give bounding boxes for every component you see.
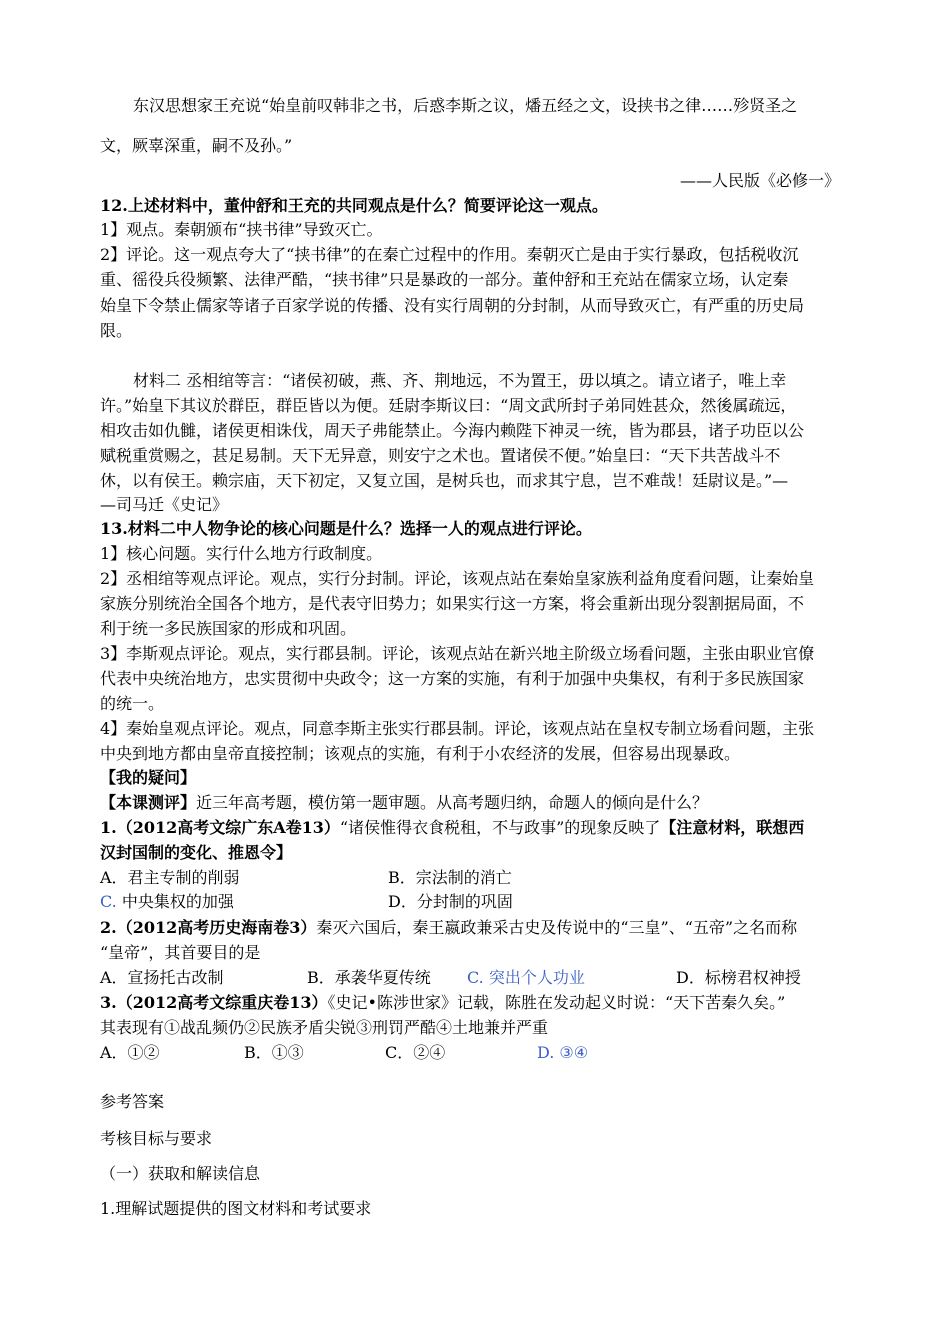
mcq1-option-d: D．分封制的巩固 — [388, 892, 513, 911]
quote-source: ——人民版《必修一》 — [679, 171, 840, 190]
mcq3-stem: 《史记•陈涉世家》记载，陈胜在发动起义时说：“天下苦秦久矣。” — [327, 993, 786, 1012]
q13-answer-4-line-2: 中央到地方都由皇帝直接控制；该观点的实施，有利于小农经济的发展，但容易出现暴政。 — [100, 744, 741, 763]
material-2-line-1: 材料二 丞相绾等言：“诸侯初破，燕、齐、荆地远，不为置王，毋以填之。请立诸子，唯上幸 — [133, 371, 787, 390]
mcq2-number: 2.（2012高考历史海南卷3） — [100, 918, 317, 937]
question-12-title: 12.上述材料中，董仲舒和王充的共同观点是什么？简要评论这一观点。 — [100, 196, 608, 215]
mcq3-stem-line-2: 其表现有①战乱频仍②民族矛盾尖锐③刑罚严酷④土地兼并严重 — [100, 1018, 549, 1037]
quote-line-1: 东汉思想家王充说“始皇前叹韩非之书，后惑李斯之议，燔五经之文，设挟书之律……殄贤圣之 — [133, 96, 798, 115]
mcq1-hint-line-2: 汉封国制的变化、推恩令】 — [100, 843, 293, 862]
question-13-title: 13.材料二中人物争论的核心问题是什么？选择一人的观点进行评论。 — [100, 519, 592, 538]
q13-answer-2-line-1: 2】丞相绾等观点评论。观点，实行分封制。评论，该观点站在秦始皇家族利益角度看问题，让秦始皇 — [100, 569, 815, 588]
mcq1-option-c — [100, 892, 234, 912]
answers-item-1: 1.理解试题提供的图文材料和考试要求 — [100, 1199, 372, 1218]
mcq1-number: 1.（2012高考文综广东A卷13） — [100, 818, 340, 837]
mcq2-option-a: A．宣扬托古改制 — [100, 968, 224, 987]
mcq2-option-d: D．标榜君权神授 — [676, 968, 801, 987]
mcq2-stem-line-2: “皇帝”，其首要目的是 — [100, 943, 261, 962]
material-2-line-4: 赋税重赏赐之，甚足易制。天下无异意，则安宁之术也。置诸侯不便。”始皇曰：“天下共苦战斗不 — [100, 446, 781, 465]
material-2-line-5: 休，以有侯王。赖宗庙，天下初定，又复立国，是树兵也，而求其宁息，岂不难哉！廷尉议是。”— — [100, 471, 789, 490]
q12-answer-2-line-4: 限。 — [100, 321, 133, 340]
material-2-line-3: 相攻击如仇雠，诸侯更相诛伐，周天子弗能禁止。今海内赖陛下神灵一统，皆为郡县，诸子功臣以公 — [100, 421, 805, 440]
mcq3-line-1 — [100, 993, 785, 1013]
material-2-line-2: 许。”始皇下其议於群臣，群臣皆以为便。廷尉李斯议曰：“周文武所封子弟同姓甚众，然後属疏远， — [100, 396, 797, 415]
mcq3-option-a: A．①② — [100, 1043, 160, 1062]
mcq1-hint: 【注意材料，联想西 — [660, 818, 805, 837]
test-heading: 【本课测评】 — [100, 793, 197, 812]
q13-answer-2-line-3: 利于统一多民族国家的形成和巩固。 — [100, 619, 357, 638]
mcq2-line-1 — [100, 918, 797, 938]
material-2-line-6: —司马迁《史记》 — [100, 495, 229, 514]
mcq1-option-c-letter: C. — [100, 892, 117, 911]
test-line — [100, 793, 708, 813]
q13-answer-2-line-2: 家族分别统治全国各个地方，是代表守旧势力；如果实行这一方案，将会重新出现分裂割据局面，不 — [100, 594, 805, 613]
q12-answer-2-line-3: 始皇下令禁止儒家等诸子百家学说的传播、没有实行周朝的分封制，从而导致灭亡，有严重的历史局 — [100, 296, 805, 315]
mcq3-option-d: D. ③④ — [537, 1043, 589, 1062]
mcq3-number: 3.（2012高考文综重庆卷13） — [100, 993, 328, 1012]
test-prompt: 近三年高考题，模仿第一题审题。从高考题归纳，命题人的倾向是什么？ — [196, 793, 709, 812]
q13-answer-1: 1】核心问题。实行什么地方行政制度。 — [100, 544, 383, 563]
quote-line-2: 文，厥辜深重，嗣不及孙。” — [100, 136, 293, 155]
mcq3-option-c: C．②④ — [385, 1043, 446, 1062]
q12-answer-2-line-1: 2】评论。这一观点夸大了“挟书律”的在秦亡过程中的作用。秦朝灭亡是由于实行暴政，包括税收沉 — [100, 245, 799, 264]
mcq1-line-1 — [100, 818, 804, 838]
mcq1-option-b: B．宗法制的消亡 — [388, 868, 512, 887]
answers-section-1: （一）获取和解读信息 — [100, 1164, 261, 1183]
mcq2-option-c: C. 突出个人功业 — [467, 968, 585, 987]
mcq2-option-b: B．承袭华夏传统 — [307, 968, 431, 987]
q13-answer-3-line-1: 3】李斯观点评论。观点，实行郡县制。评论，该观点站在新兴地主阶级立场看问题，主张由职业官僚 — [100, 644, 815, 663]
mcq1-stem: “诸侯惟得衣食税租，不与政事”的现象反映了 — [339, 818, 661, 837]
q13-answer-4-line-1: 4】秦始皇观点评论。观点，同意李斯主张实行郡县制。评论，该观点站在皇权专制立场看问题，主张 — [100, 719, 815, 738]
q13-answer-3-line-3: 的统一。 — [100, 694, 165, 713]
mcq1-option-c-text: 中央集权的加强 — [116, 892, 234, 911]
answers-title: 参考答案 — [100, 1092, 165, 1111]
mcq2-stem: 秦灭六国后，秦王嬴政兼采古史及传说中的“三皇”、“五帝”之名而称 — [316, 918, 798, 937]
q13-answer-3-line-2: 代表中央统治地方，忠实贯彻中央政令；这一方案的实施，有利于加强中央集权，有利于多民族国家 — [100, 669, 805, 688]
q12-answer-1: 1】观点。秦朝颁布“挟书律”导致灭亡。 — [100, 220, 383, 239]
q12-answer-2-line-2: 重、徭役兵役频繁、法律严酷，“挟书律”只是暴政的一部分。董仲舒和王充站在儒家立场，认定秦 — [100, 270, 789, 289]
mcq1-option-a: A．君主专制的削弱 — [100, 868, 240, 887]
my-questions-heading: 【我的疑问】 — [100, 768, 197, 787]
answers-goal: 考核目标与要求 — [100, 1129, 213, 1148]
mcq3-option-b: B．①③ — [244, 1043, 304, 1062]
